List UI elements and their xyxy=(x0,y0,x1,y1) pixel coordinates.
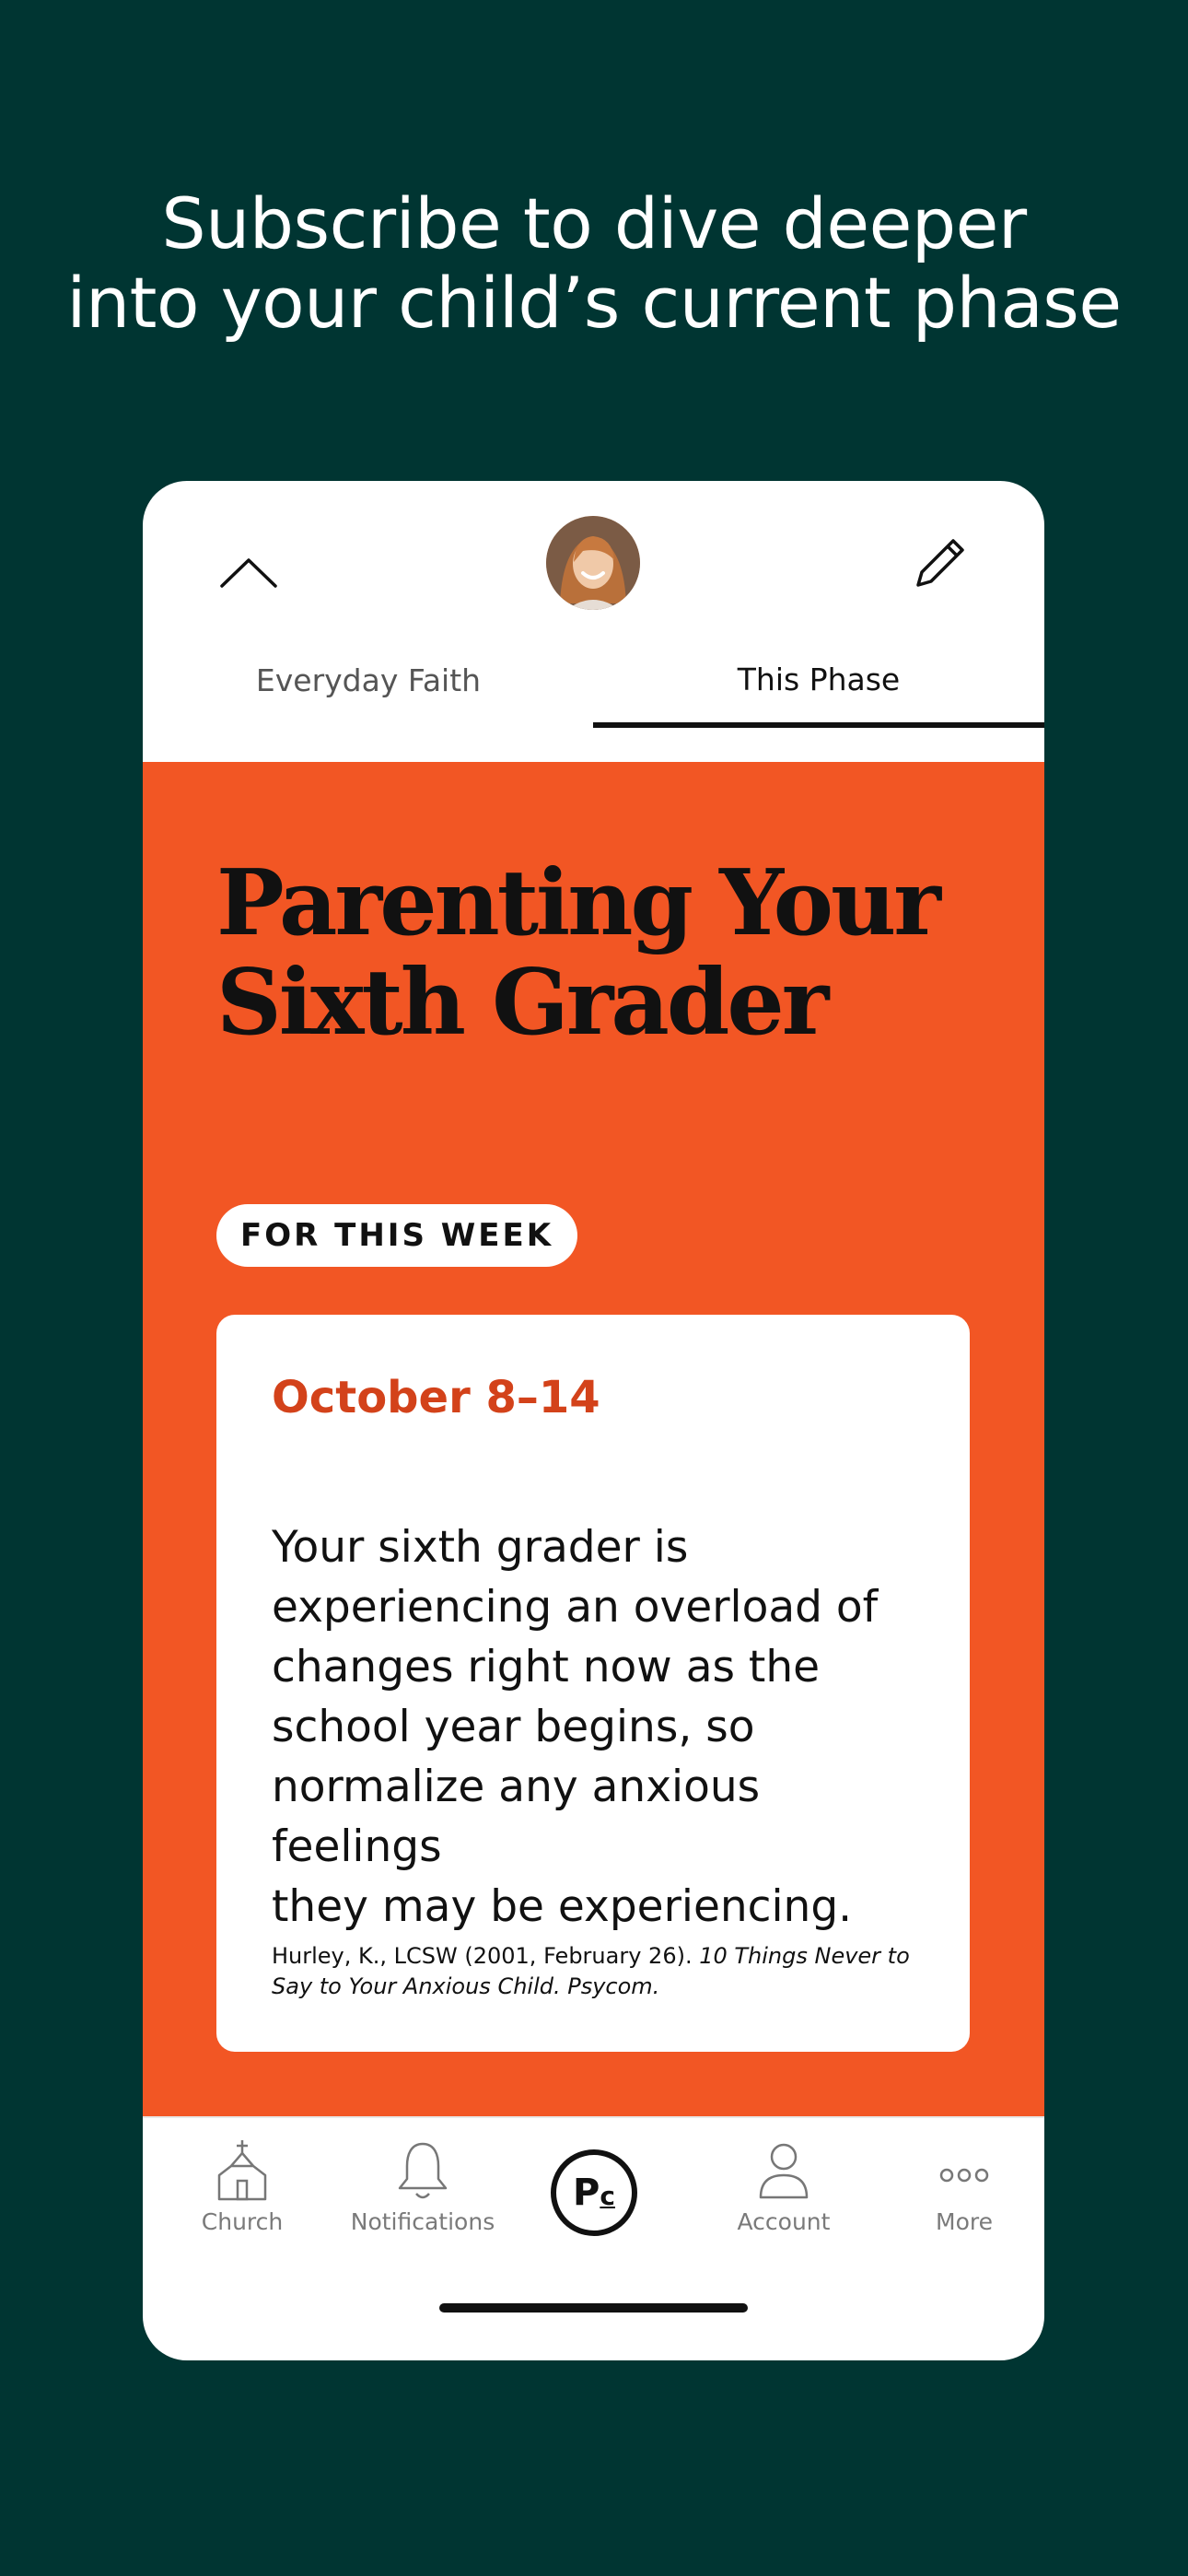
person-icon xyxy=(753,2138,814,2203)
pencil-icon xyxy=(907,532,972,596)
citation-text: Hurley, K., LCSW (2001, February 26). xyxy=(272,1943,700,1969)
nav-label-notifications: Notifications xyxy=(350,2208,495,2235)
pc-logo-icon: Pc xyxy=(573,2172,615,2214)
phase-content xyxy=(143,762,1044,2135)
card-body-line: experiencing an overload of xyxy=(272,1582,879,1633)
home-logo-button[interactable] xyxy=(551,2149,637,2236)
citation-title: 10 Things Never to Say to Your Anxious Child. Psycom. xyxy=(272,1943,910,1999)
card-body-line: school year begins, so xyxy=(272,1702,755,1752)
home-indicator[interactable] xyxy=(439,2303,748,2313)
nav-label-church: Church xyxy=(201,2208,284,2235)
top-bar xyxy=(143,481,1044,636)
card-date: October 8–14 xyxy=(272,1372,600,1423)
card-citation xyxy=(272,1941,935,2002)
more-dots-icon xyxy=(934,2138,995,2203)
church-icon xyxy=(212,2138,273,2203)
avatar[interactable] xyxy=(546,516,640,610)
tab-bar xyxy=(143,636,1044,783)
edit-button[interactable] xyxy=(907,532,972,596)
nav-item-church[interactable] xyxy=(152,2138,332,2249)
card-body-line: normalize any anxious feelings xyxy=(272,1762,761,1872)
card-body-line: Your sixth grader is xyxy=(272,1522,689,1573)
card-body-line: they may be experiencing. xyxy=(272,1881,853,1932)
bottom-nav xyxy=(143,2116,1044,2302)
nav-label-account: Account xyxy=(737,2208,831,2235)
avatar-photo-icon xyxy=(546,516,640,610)
weekly-card[interactable] xyxy=(216,1315,970,2052)
bell-icon xyxy=(392,2138,453,2203)
promo-headline xyxy=(0,184,1188,343)
chevron-up-icon xyxy=(216,547,281,593)
nav-item-more[interactable] xyxy=(874,2138,1044,2249)
collapse-button[interactable] xyxy=(216,547,281,593)
phone-frame xyxy=(143,481,1044,2360)
week-badge: FOR THIS WEEK xyxy=(216,1204,577,1267)
nav-item-notifications[interactable] xyxy=(332,2138,513,2249)
title-line-2: Sixth Grader xyxy=(216,950,827,1056)
nav-label-more: More xyxy=(936,2208,993,2235)
tab-this-phase[interactable]: This Phase xyxy=(593,636,1044,728)
nav-item-account[interactable] xyxy=(693,2138,874,2249)
title-line-1: Parenting Your xyxy=(216,850,938,956)
page-title xyxy=(216,850,972,1056)
headline-line-1: Subscribe to dive deeper xyxy=(161,182,1027,264)
headline-line-2: into your child’s current phase xyxy=(66,262,1122,344)
card-body xyxy=(272,1517,935,1937)
card-body-line: changes right now as the xyxy=(272,1642,821,1692)
tab-everyday-faith[interactable]: Everyday Faith xyxy=(255,662,482,698)
